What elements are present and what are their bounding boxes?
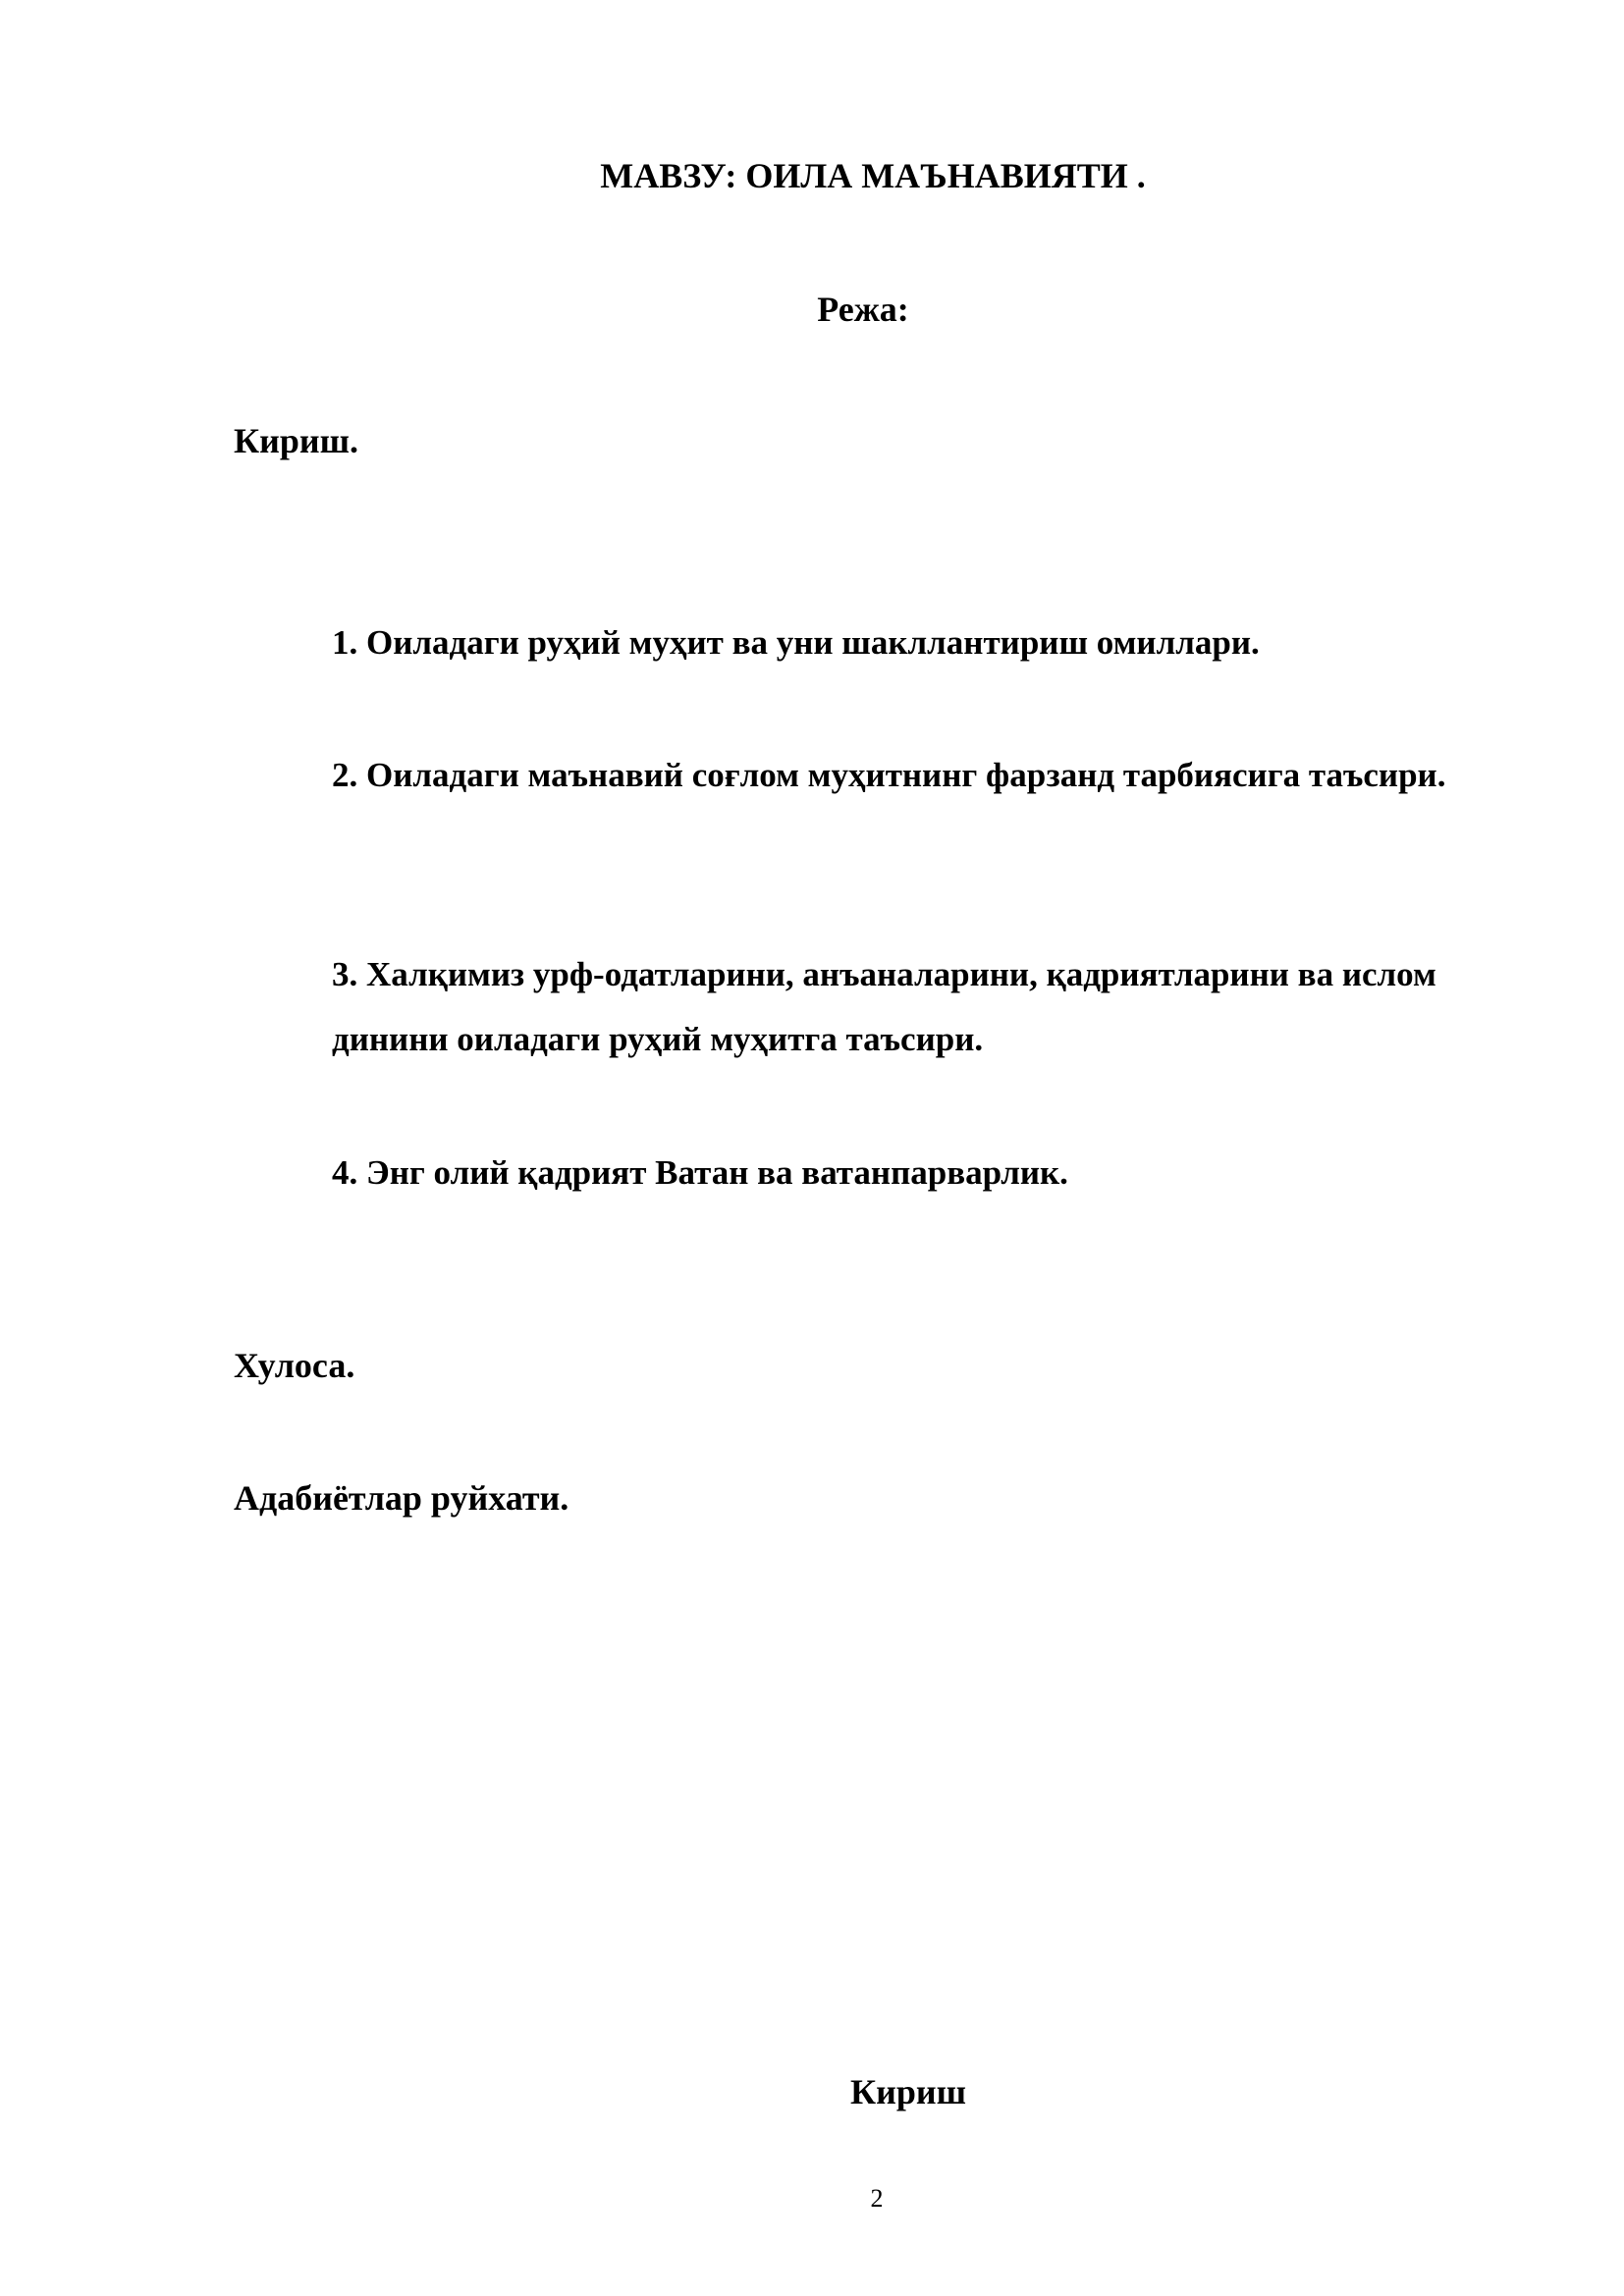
plan-heading: Режа: — [817, 290, 909, 329]
plan-item-1: 1. Оиладаги руҳий муҳит ва уни шакллантириш омиллари. — [332, 623, 1260, 662]
plan-item-4: 4. Энг олий қадрият Ватан ва ватанпарварлик. — [332, 1153, 1068, 1192]
plan-item-3: 3. Халқимиз урф-одатларини, анъаналарини, қадриятларини ва ислом динини оиладаги руҳий муҳитга таъсири. — [332, 955, 1436, 1058]
references-heading: Адабиётлар руйхати. — [234, 1478, 569, 1518]
document-title: МАВЗУ: ОИЛА МАЪНАВИЯТИ . — [600, 156, 1146, 195]
page-number: 2 — [870, 2184, 884, 2213]
conclusion-heading: Хулоса. — [234, 1346, 355, 1385]
introduction-section-heading: Кириш — [850, 2072, 967, 2111]
plan-item-2: 2. Оиладаги маънавий соғлом муҳитнинг фарзанд тарбиясига таъсири. — [332, 756, 1446, 794]
intro-heading: Кириш. — [234, 421, 359, 460]
